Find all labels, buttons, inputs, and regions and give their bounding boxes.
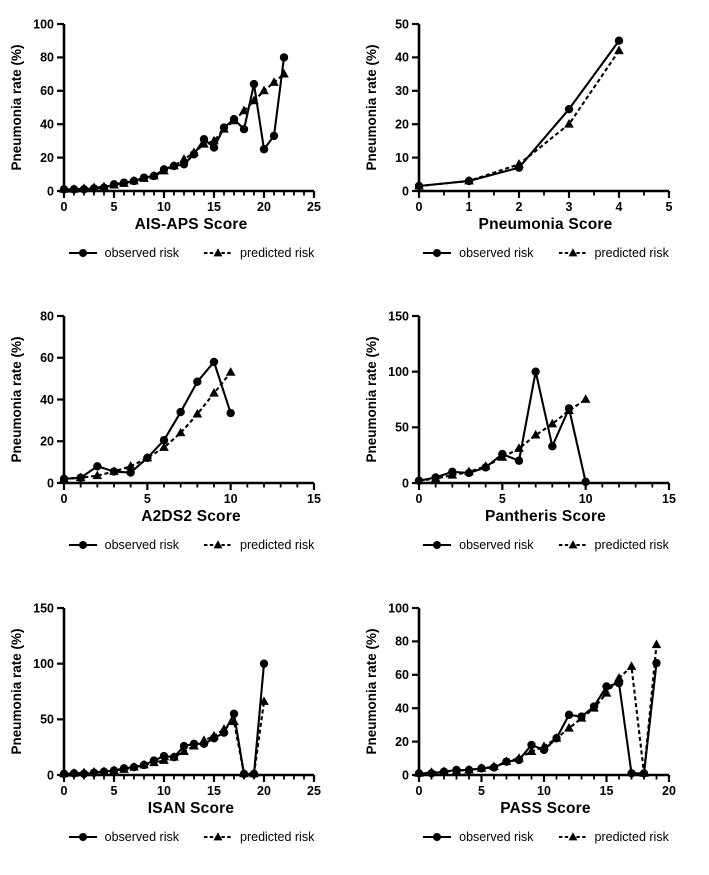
legend-item-observed	[422, 246, 533, 260]
observed-risk-point	[193, 378, 201, 386]
y-tick-label: 20	[40, 150, 54, 165]
x-tick-label: 0	[60, 784, 68, 798]
observed-risk-point	[76, 474, 84, 482]
observed-risk-point	[439, 767, 447, 775]
observed-risk-point	[210, 734, 218, 742]
predicted-risk-marker-icon	[558, 831, 588, 843]
y-tick-label: 150	[33, 601, 54, 616]
predicted-risk-point	[176, 428, 186, 437]
x-tick-label: 5	[110, 200, 118, 214]
predicted-risk-line	[64, 74, 284, 189]
legend-circle	[79, 833, 87, 841]
y-tick-label: 0	[47, 768, 54, 783]
observed-risk-point	[514, 163, 522, 171]
y-tick-label: 50	[394, 17, 409, 32]
observed-risk-marker-icon	[422, 247, 452, 259]
observed-risk-point	[250, 770, 258, 778]
observed-risk-point	[602, 682, 610, 690]
predicted-risk-marker-icon	[203, 539, 233, 551]
observed-risk-point	[100, 183, 108, 191]
predicted-risk-marker-icon	[558, 247, 588, 259]
observed-risk-point	[548, 442, 556, 450]
legend-label-observed: observed risk	[459, 830, 534, 844]
legend-triangle	[568, 540, 577, 548]
observed-risk-point	[240, 125, 248, 133]
observed-risk-point	[250, 80, 258, 88]
observed-risk-point	[160, 752, 168, 760]
observed-risk-point	[552, 734, 560, 742]
predicted-risk-point	[269, 77, 279, 86]
observed-risk-point	[180, 742, 188, 750]
predicted-risk-point	[259, 86, 269, 95]
pantheris-chart	[355, 292, 709, 507]
x-tick-label: 25	[307, 200, 321, 214]
observed-risk-point	[531, 367, 539, 375]
x-axis-title: Pneumonia Score	[478, 216, 613, 233]
legend-label-predicted: predicted risk	[240, 830, 315, 844]
observed-risk-point	[514, 756, 522, 764]
observed-risk-point	[589, 702, 597, 710]
observed-risk-marker-icon	[68, 539, 98, 551]
x-tick-label: 10	[157, 200, 171, 214]
observed-risk-point	[60, 770, 68, 778]
x-tick-label: 5	[110, 784, 118, 798]
observed-risk-point	[110, 180, 118, 188]
chart-panel-ais-aps	[0, 0, 354, 292]
x-tick-label: 3	[565, 200, 572, 214]
legend-label-observed: observed risk	[104, 830, 179, 844]
observed-risk-marker-icon	[68, 247, 98, 259]
x-tick-label: 20	[257, 200, 271, 214]
observed-risk-point	[527, 741, 535, 749]
observed-risk-point	[414, 477, 422, 485]
legend-label-predicted: predicted risk	[240, 246, 315, 260]
predicted-risk-line	[419, 645, 657, 774]
y-tick-label: 0	[47, 184, 54, 199]
observed-risk-point	[464, 766, 472, 774]
y-tick-label: 50	[394, 420, 409, 435]
observed-risk-point	[210, 358, 218, 366]
legend-item-observed	[422, 538, 533, 552]
x-tick-label: 10	[536, 784, 551, 798]
y-tick-label: 150	[387, 309, 409, 324]
observed-risk-point	[240, 770, 248, 778]
predicted-risk-marker-icon	[203, 831, 233, 843]
x-axis-title: ISAN Score	[147, 800, 235, 817]
y-axis-title: Pneumonia rate (%)	[363, 628, 379, 755]
x-tick-label: 15	[207, 200, 221, 214]
observed-risk-point	[110, 766, 118, 774]
legend-item-observed	[68, 538, 179, 552]
predicted-risk-point	[226, 367, 236, 376]
legend-item-observed	[68, 246, 179, 260]
legend-circle	[79, 249, 87, 257]
y-tick-label: 0	[401, 184, 409, 199]
y-axis-title: Pneumonia rate (%)	[9, 628, 24, 755]
x-tick-label: 0	[415, 492, 422, 506]
y-tick-label: 40	[394, 50, 409, 65]
y-tick-label: 60	[394, 668, 409, 683]
observed-risk-point	[226, 409, 234, 417]
x-tick-label: 5	[477, 784, 485, 798]
observed-risk-point	[230, 115, 238, 123]
legend-triangle	[568, 832, 577, 840]
observed-risk-point	[464, 177, 472, 185]
x-axis-title: Pantheris Score	[484, 508, 607, 525]
chart-panel-pantheris	[354, 292, 709, 584]
x-tick-label: 5	[498, 492, 506, 506]
observed-risk-point	[80, 185, 88, 193]
chart-legend	[40, 246, 315, 260]
observed-risk-point	[160, 165, 168, 173]
observed-risk-point	[120, 178, 128, 186]
y-tick-label: 20	[40, 434, 54, 449]
chart-panel-a2ds2	[0, 292, 354, 584]
chart-panel-pneumonia	[354, 0, 709, 292]
legend-item-observed	[68, 830, 179, 844]
chart-panel-pass	[354, 584, 709, 875]
legend-item-predicted	[558, 830, 669, 844]
legend-item-predicted	[558, 246, 669, 260]
y-tick-label: 20	[394, 734, 409, 749]
legend-circle	[433, 541, 441, 549]
legend-triangle	[214, 248, 223, 256]
x-tick-label: 10	[223, 492, 238, 506]
y-tick-label: 80	[394, 634, 409, 649]
legend-item-predicted	[203, 830, 314, 844]
y-axis-title: Pneumonia rate (%)	[9, 336, 24, 463]
observed-risk-point	[140, 173, 148, 181]
y-tick-label: 100	[387, 601, 409, 616]
a2ds2-chart	[0, 292, 354, 507]
x-tick-label: 5	[665, 200, 672, 214]
legend-item-observed	[422, 830, 533, 844]
y-tick-label: 100	[387, 364, 409, 379]
legend-label-observed: observed risk	[104, 538, 179, 552]
observed-risk-point	[60, 475, 68, 483]
legend-triangle	[214, 540, 223, 548]
observed-risk-line	[419, 372, 586, 482]
observed-risk-point	[190, 150, 198, 158]
observed-risk-point	[70, 769, 78, 777]
x-tick-label: 15	[599, 784, 613, 798]
legend-label-observed: observed risk	[459, 538, 534, 552]
x-tick-label: 20	[661, 784, 676, 798]
observed-risk-point	[110, 467, 118, 475]
observed-risk-marker-icon	[422, 539, 452, 551]
observed-risk-point	[464, 469, 472, 477]
observed-risk-point	[93, 462, 101, 470]
predicted-risk-point	[651, 640, 661, 649]
y-tick-label: 40	[40, 392, 54, 407]
observed-risk-point	[160, 436, 168, 444]
legend-label-predicted: predicted risk	[594, 538, 669, 552]
observed-risk-point	[60, 185, 68, 193]
legend-triangle	[214, 832, 223, 840]
observed-risk-marker-icon	[422, 831, 452, 843]
x-axis-title: AIS-APS Score	[134, 216, 248, 233]
legend-label-predicted: predicted risk	[594, 830, 669, 844]
legend-circle	[433, 249, 441, 257]
x-tick-label: 15	[661, 492, 676, 506]
observed-risk-point	[120, 764, 128, 772]
y-axis-title: Pneumonia rate (%)	[9, 44, 24, 171]
predicted-risk-point	[530, 430, 540, 439]
legend-label-observed: observed risk	[459, 246, 534, 260]
legend-circle	[79, 541, 87, 549]
observed-risk-point	[564, 404, 572, 412]
y-tick-label: 50	[40, 712, 54, 727]
observed-risk-point	[260, 659, 268, 667]
observed-risk-point	[414, 182, 422, 190]
predicted-risk-point	[626, 661, 636, 670]
x-tick-label: 0	[60, 200, 68, 214]
observed-risk-point	[581, 478, 589, 486]
observed-risk-point	[180, 160, 188, 168]
observed-risk-point	[564, 105, 572, 113]
observed-risk-point	[190, 740, 198, 748]
x-tick-label: 0	[415, 784, 422, 798]
observed-risk-point	[130, 177, 138, 185]
legend-label-predicted: predicted risk	[594, 246, 669, 260]
observed-risk-point	[176, 408, 184, 416]
y-tick-label: 30	[394, 84, 409, 99]
isan-chart	[0, 584, 354, 799]
observed-risk-point	[481, 463, 489, 471]
observed-risk-point	[210, 143, 218, 151]
observed-risk-point	[614, 679, 622, 687]
observed-risk-point	[577, 712, 585, 720]
observed-risk-point	[143, 454, 151, 462]
legend-circle	[433, 833, 441, 841]
observed-risk-point	[414, 769, 422, 777]
observed-risk-point	[70, 185, 78, 193]
observed-risk-point	[80, 770, 88, 778]
y-tick-label: 100	[33, 656, 54, 671]
x-tick-label: 4	[615, 200, 622, 214]
predicted-risk-line	[64, 372, 231, 478]
observed-risk-point	[150, 172, 158, 180]
observed-risk-point	[452, 766, 460, 774]
predicted-risk-line	[419, 400, 586, 481]
observed-risk-point	[614, 37, 622, 45]
x-tick-label: 20	[257, 784, 271, 798]
observed-risk-point	[639, 769, 647, 777]
chart-panel-isan	[0, 584, 354, 875]
observed-risk-point	[280, 53, 288, 61]
observed-risk-point	[652, 659, 660, 667]
observed-risk-point	[90, 184, 98, 192]
legend-label-observed: observed risk	[104, 246, 179, 260]
y-tick-label: 0	[401, 768, 409, 783]
x-tick-label: 15	[307, 492, 321, 506]
predicted-risk-marker-icon	[558, 539, 588, 551]
x-tick-label: 10	[157, 784, 171, 798]
observed-risk-point	[150, 756, 158, 764]
observed-risk-point	[477, 764, 485, 772]
ais-aps-chart	[0, 0, 354, 215]
observed-risk-point	[260, 145, 268, 153]
observed-risk-point	[140, 761, 148, 769]
observed-risk-point	[170, 753, 178, 761]
y-tick-label: 60	[40, 84, 54, 99]
predicted-risk-marker-icon	[203, 247, 233, 259]
y-tick-label: 40	[40, 117, 54, 132]
x-tick-label: 25	[307, 784, 321, 798]
observed-risk-point	[100, 767, 108, 775]
legend-triangle	[568, 248, 577, 256]
y-axis-title: Pneumonia rate (%)	[363, 44, 379, 171]
pass-chart	[355, 584, 709, 799]
y-tick-label: 60	[40, 351, 54, 366]
observed-risk-point	[448, 468, 456, 476]
observed-risk-point	[539, 746, 547, 754]
observed-risk-point	[200, 740, 208, 748]
observed-risk-point	[170, 162, 178, 170]
y-tick-label: 20	[394, 117, 409, 132]
legend-label-predicted: predicted risk	[240, 538, 315, 552]
x-tick-label: 0	[415, 200, 422, 214]
x-tick-label: 0	[60, 492, 68, 506]
x-axis-title: PASS Score	[500, 800, 591, 817]
x-tick-label: 2	[515, 200, 522, 214]
observed-risk-point	[220, 728, 228, 736]
observed-risk-point	[126, 468, 134, 476]
y-axis-title: Pneumonia rate (%)	[363, 336, 379, 463]
observed-risk-point	[230, 710, 238, 718]
legend-item-predicted	[203, 246, 314, 260]
predicted-risk-point	[580, 394, 590, 403]
observed-risk-point	[489, 763, 497, 771]
chart-legend	[394, 538, 669, 552]
y-tick-label: 40	[394, 701, 409, 716]
x-tick-label: 15	[207, 784, 221, 798]
y-tick-label: 10	[394, 150, 409, 165]
y-tick-label: 80	[40, 50, 54, 65]
observed-risk-point	[200, 135, 208, 143]
legend-item-predicted	[558, 538, 669, 552]
y-tick-label: 80	[40, 309, 54, 324]
observed-risk-point	[627, 769, 635, 777]
observed-risk-point	[270, 132, 278, 140]
x-axis-title: A2DS2 Score	[141, 508, 241, 525]
x-tick-label: 5	[143, 492, 151, 506]
observed-risk-point	[90, 769, 98, 777]
y-tick-label: 0	[47, 476, 54, 491]
observed-risk-point	[514, 457, 522, 465]
chart-legend	[394, 830, 669, 844]
chart-legend	[40, 830, 315, 844]
observed-risk-point	[498, 450, 506, 458]
y-tick-label: 0	[401, 476, 409, 491]
observed-risk-point	[220, 123, 228, 131]
x-tick-label: 10	[578, 492, 593, 506]
pneumonia-score-chart	[355, 0, 709, 215]
observed-risk-point	[431, 473, 439, 481]
observed-risk-point	[564, 711, 572, 719]
x-tick-label: 1	[465, 200, 472, 214]
legend-item-predicted	[203, 538, 314, 552]
observed-risk-marker-icon	[68, 831, 98, 843]
chart-legend	[40, 538, 315, 552]
observed-risk-point	[427, 769, 435, 777]
observed-risk-point	[502, 757, 510, 765]
chart-legend	[394, 246, 669, 260]
observed-risk-point	[130, 763, 138, 771]
y-tick-label: 100	[33, 17, 54, 32]
